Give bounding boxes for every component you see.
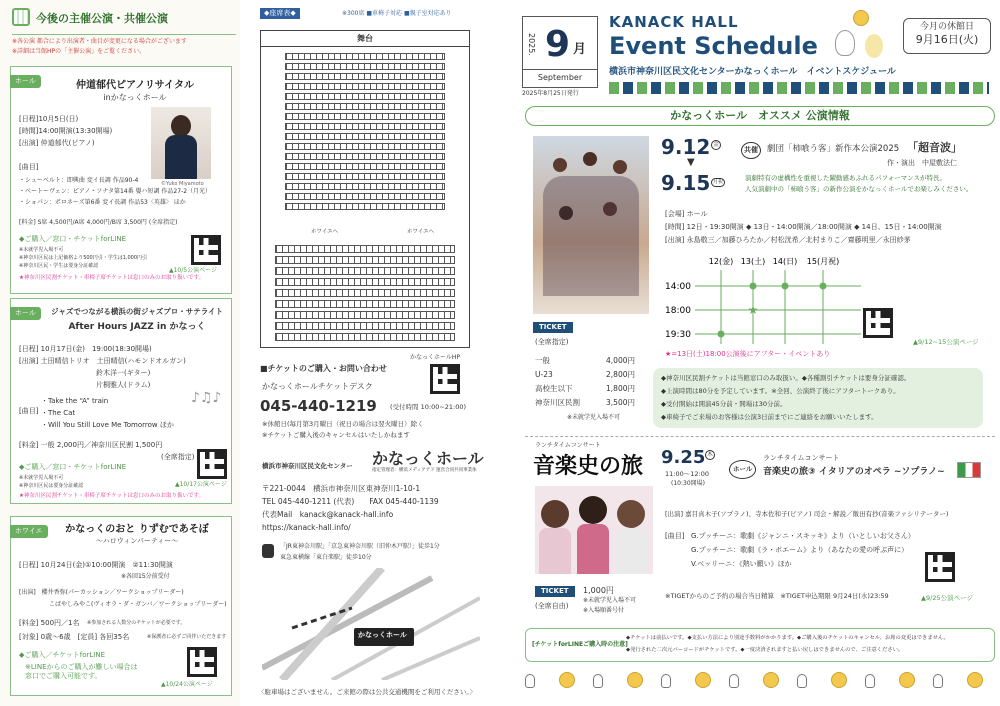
performance-dot <box>718 331 725 338</box>
note-line: ※各公演 都合により出演者・曲目が変更になる場合がございます <box>12 38 187 45</box>
event2-title: 音楽史の旅③ イタリアのオペラ ~ソプラノ~ <box>763 467 945 477</box>
price-value: 1,800円 <box>606 384 635 393</box>
performance-dot <box>820 283 827 290</box>
performer-line: 鈴木洋一(ギター) <box>19 369 151 377</box>
program-item: G.プッチーニ：歌劇《ラ・ボエーム》より（あなたの愛の呼ぶ声に） <box>691 546 909 554</box>
seat-row <box>285 143 445 150</box>
ticket-label: TICKET <box>539 323 567 331</box>
series2-label: ランチタイムコンサート <box>763 454 840 462</box>
schedule-day: 12(金) <box>708 257 734 266</box>
event1-title: 劇団「柿喰う客」新作本公演2025 <box>767 144 900 154</box>
seat-row <box>285 203 445 210</box>
moon-icon <box>763 672 779 688</box>
ticket-label: TICKET <box>541 587 569 595</box>
ticket-desk: かなっくホールチケットデスク <box>262 382 373 391</box>
event1-desc: 演劇特有の虚構性を重視した躍動感あふれるパフォーマンスが特長。 <box>745 174 946 182</box>
price-row <box>535 356 635 370</box>
phone-hours: (受付時間 10:00~21:00) <box>390 403 467 411</box>
event-date: [日程] 10月17日(金) 19:00(18:30開場) <box>19 345 152 353</box>
schedule-day: 13(土) <box>740 257 766 266</box>
footer-note: ◆チケットは前払いです。◆支払い方法により別途手数料がかかります。◆ご購入後のチケットのキャンセル、お席の変更はできません。 <box>626 635 949 641</box>
closed-label: 今月の休館日 <box>919 22 974 32</box>
tel-fax: TEL 045-440-1211 (代表) FAX 045-440-1139 <box>262 497 439 506</box>
seat-row <box>285 163 445 170</box>
price-note: (全席指定) <box>161 453 195 461</box>
sales-note: ※LINEからのご購入が難しい場合は 窓口でご購入可能です。 <box>25 663 138 681</box>
note-line: ◆車椅子でご来場のお客様は公演3日前までにご連絡をお願いいたします。 <box>661 413 878 421</box>
closed-note: ※休館日(毎月第3月曜日（祝日の場合は翌火曜日）除く <box>262 420 424 428</box>
target-note: ※保護者に必ずご同伴いただきます <box>147 634 227 640</box>
price-label: 高校生以下 <box>535 384 573 393</box>
rabbit-icon <box>729 674 739 688</box>
price-note: ※参加される人数分のチケットが必要です。 <box>87 620 186 626</box>
website-url[interactable]: https://kanack-hall.info/ <box>262 523 351 532</box>
seat-row <box>285 63 445 70</box>
price: [料金] 一般 2,000円／神奈川区民割 1,500円 <box>19 441 163 449</box>
map-hall-label: かなっくホール <box>358 631 407 639</box>
sales-info: ◆ご購入／窓口・チケットforLINE <box>19 463 127 471</box>
parking-note: 〈駐車場はございません。ご来館の際は公共交通機関をご利用ください。〉 <box>258 688 477 696</box>
qr-code[interactable] <box>863 308 893 338</box>
stage: 舞台 <box>261 31 469 47</box>
seat-row <box>285 183 445 190</box>
notes-box <box>653 368 983 428</box>
month-box <box>522 16 598 88</box>
seat-row <box>285 53 445 60</box>
seat-row <box>285 73 445 80</box>
brand: KANACK HALL <box>609 13 739 31</box>
program-item: V.ベッリーニ：《熱い願い》ほか <box>691 560 792 568</box>
after-event-note: ★=13日(土)18:00公演後にアフター・イベントあり <box>665 350 831 358</box>
checker-band <box>609 82 989 94</box>
qr-code[interactable] <box>191 235 221 265</box>
footer-box <box>525 628 995 662</box>
price-label: U-23 <box>535 370 553 379</box>
ticket-icon <box>533 322 573 333</box>
event1-credits: 作・演出 中屋敷法仁 <box>887 159 957 167</box>
event-page-link[interactable]: ▲10/5公演ページ <box>169 267 217 274</box>
seat-row <box>285 193 445 200</box>
venue-tag: ホール <box>10 307 41 320</box>
ticket-header: ■チケットのご購入・お問い合わせ <box>260 364 387 373</box>
price-note: ※未就学児入場不可 <box>567 414 621 421</box>
seat-row <box>285 123 445 130</box>
venue-badge: ホール <box>729 460 756 479</box>
seat-row <box>275 278 455 286</box>
performance-dot <box>782 283 789 290</box>
date-start: 9.12 <box>661 135 711 159</box>
note-line: ※神奈川区民は要身分証確認 <box>19 483 84 489</box>
foyer-label: ホワイエへ <box>311 229 339 235</box>
price-label: 一般 <box>535 356 550 365</box>
note-line: ※詳細は当館HPの「主催公演」をご覧ください。 <box>12 48 146 55</box>
month-unit: 月 <box>573 42 587 57</box>
phone-number[interactable]: 045-440-1219 <box>260 397 377 415</box>
program-item: ・シューベルト：即興曲 変イ長調 作品90-4 <box>19 177 139 184</box>
sales-info: ◆ご購入／チケットforLINE <box>19 651 106 659</box>
seat-legend: ※300席 ■車椅子対応 ■親子室対応あり <box>342 10 452 17</box>
series-logo: 音楽史の旅 <box>533 454 644 479</box>
schedule-title: Event Schedule <box>609 32 818 60</box>
event1-time: [時間] 12日・19:30開演 ◆ 13日・14:00開演／18:00開演 ◆ 14日、15日・14:00開演 <box>665 223 942 231</box>
seat-row <box>275 322 455 330</box>
target: [対象] 0歳～6歳 [定員] 各回35名 <box>19 633 130 641</box>
performer-photo <box>151 107 211 179</box>
seat-row <box>275 311 455 319</box>
performer-line: [出演] 土田晴信トリオ 土田晴信(ハモンドオルガン) <box>19 357 186 365</box>
price-row <box>535 370 635 384</box>
qr-code[interactable] <box>187 647 217 677</box>
note-line: ◆神奈川区民割チケットは当館窓口のみ取扱い。◆各種割引チケットは要身分証確認。 <box>661 374 911 382</box>
price-row <box>535 398 635 412</box>
schedule-time: 14:00 <box>665 282 691 292</box>
seat-row <box>285 103 445 110</box>
program-item: G.プッチーニ：歌劇《ジャンニ・スキッキ》より（いとしいお父さん） <box>691 532 915 540</box>
price-list <box>535 356 635 412</box>
note-line: ◆上演時間は80分を予定しています。※全回、公演終了後にアフタートークあり。 <box>661 387 900 395</box>
qr-code[interactable] <box>197 449 227 479</box>
venue-tag: ホール <box>10 75 41 88</box>
performance-schedule-grid <box>665 252 865 352</box>
recommend-title: かなっくホール オススメ 公演情報 <box>670 109 850 122</box>
program-item: ・Will You Still Love Me Tomorrow ほか <box>41 421 174 429</box>
month-number: 9 <box>545 24 571 65</box>
cancel-note: ※チケットご購入後のキャンセルはいたしかねます <box>262 431 410 439</box>
note-line: ※未就学児入場不可 <box>19 475 64 481</box>
music-notes-icon: ♪♫♪ <box>191 390 222 406</box>
seat-row <box>285 173 445 180</box>
cohost-badge: 共催 <box>741 142 761 159</box>
event-performer: [出演] 仲道郁代(ピアノ) <box>19 139 95 147</box>
rabbit-icon <box>525 674 535 688</box>
year: 2025. <box>526 33 536 56</box>
schedule-day: 15(月祝) <box>806 257 840 266</box>
event2-price: 1,000円 <box>583 586 614 595</box>
event2-cast: [出演] 嘉目真木子(ソプラノ)、寺本佐和子(ピアノ) 司会・解説／飯田有抄(音楽ファシリテーター) <box>665 510 949 518</box>
price-label: 神奈川区民割 <box>535 398 580 407</box>
event1-desc: 人気演劇中の「柿喰う客」の新作公演をかなっくホールでお楽しみください。 <box>745 185 973 193</box>
seat-row <box>275 245 455 253</box>
email[interactable]: 代表Mail kanack@kanack-hall.info <box>262 510 394 519</box>
address: 〒221-0044 横浜市神奈川区東神奈川1-10-1 <box>262 484 421 493</box>
event2-open: (10:30開場) <box>671 480 705 487</box>
schedule-time: 18:00 <box>665 306 691 316</box>
month-english: September <box>537 73 583 82</box>
program-label: [曲目] <box>665 532 685 540</box>
logo-sub: 指定管理者：横浜メディアアド 運営合同共同事業体 <box>372 468 477 473</box>
event-card-piano <box>10 66 232 294</box>
event-page-link[interactable]: ▲10/17公演ページ <box>175 481 227 488</box>
seat-row <box>275 300 455 308</box>
left-panel <box>0 0 240 706</box>
schedule-day: 14(日) <box>772 257 798 266</box>
seat-map <box>260 30 470 348</box>
date-end: 9.15 <box>661 171 711 195</box>
footer-label: [チケットforLINEご購入時の注意] <box>532 641 628 648</box>
access-line: 「JR東神奈川駅」「京急東神奈川駅（旧仲木戸駅）」徒歩1分 <box>280 543 440 550</box>
warning: ★神奈川区民割チケット・車椅子席チケットは窓口のみのお取り扱いです。 <box>19 275 205 281</box>
event-card-jazz <box>10 298 232 504</box>
closed-day-box <box>903 18 991 54</box>
note-line: ◆受付開始は開演45分前・開場は30分前。 <box>661 400 787 408</box>
qr-code[interactable] <box>925 552 955 582</box>
ticket-icon <box>535 586 575 597</box>
event1-poster <box>533 136 649 314</box>
event-title: 仲道郁代ピアノリサイタル <box>76 80 194 91</box>
seat-row <box>285 83 445 90</box>
recommend-banner <box>525 106 995 126</box>
foyer-label: ホワイエへ <box>407 229 435 235</box>
program-item: ・ショパン：ポロネーズ第6番 変イ長調 作品53〈英雄〉 ほか <box>19 199 186 206</box>
closed-date: 9月16日(火) <box>915 33 979 47</box>
program-item: ・Take the “A” train <box>41 397 109 405</box>
hall-logo: かなっくホール <box>372 449 484 468</box>
note-line: ※未就学児入場不可 <box>583 597 637 604</box>
hp-qr-code[interactable] <box>430 364 460 394</box>
tiget-note: ※TIGETからのご予約の場合当日精算 ※TIGET申込期限 9月24日(水)23:59 <box>665 592 889 600</box>
header-subtitle: 横浜市神奈川区民文化センターかなっくホール イベントスケジュール <box>609 67 896 77</box>
moon-icon <box>627 672 643 688</box>
seat-header: ◆座席表◆ <box>260 8 300 19</box>
event-title: かなっくのおと りずむであそぼ <box>65 524 209 535</box>
warning: ★神奈川区民割チケット・車椅子席チケットは窓口のみのお取り扱いです。 <box>19 493 205 499</box>
date-note: ※各回15分前受付 <box>121 573 170 580</box>
moon-icon <box>899 672 915 688</box>
moon-icon <box>695 672 711 688</box>
event2-dow: 木 <box>705 450 715 460</box>
seat-row <box>285 153 445 160</box>
seat-row <box>275 289 455 297</box>
event-date: [日程] 10月24日(金)①10:00開演 ②11:30開演 <box>19 561 173 569</box>
hp-label: かなっくホールHP <box>410 354 461 361</box>
event2-photos <box>535 486 653 574</box>
dow-start: 金 <box>711 140 721 150</box>
italian-flag-icon <box>957 462 981 478</box>
price: [料金] 500円／1名 <box>19 619 80 627</box>
event-subtitle: inかなっくホール <box>103 93 167 102</box>
moon-icon <box>559 672 575 688</box>
moon-icon <box>831 672 847 688</box>
performer-line: 片桐雅人(ドラム) <box>19 381 151 389</box>
event2-time: 11:00～12:00 <box>665 470 709 478</box>
price-value: 2,800円 <box>606 370 635 379</box>
seat-row <box>275 333 455 341</box>
program-label: [曲目] <box>19 163 39 171</box>
performer-line: [出演] 櫻井香弥(パーカッション／ワークショップリーダー) <box>19 589 184 596</box>
program-label: [曲目] <box>19 407 39 415</box>
org-name: 横浜市神奈川区民文化センター <box>262 462 353 470</box>
footer-note: ◆発行された二次元バーコードがチケットです。◆一度決済されますと払い戻しはできませんので、ご注意ください。 <box>626 647 904 653</box>
seating: (全席指定) <box>535 338 569 346</box>
note-line: ※入場順番号付 <box>583 607 625 614</box>
rabbit-icon <box>661 674 671 688</box>
event-title: ジャズでつながる横浜の街ジャズプロ・サテライト <box>51 307 223 316</box>
rabbit-icon <box>865 674 875 688</box>
note-line: ※未就学児入場不可 <box>19 247 64 253</box>
event-time: [時間]14:00開演(13:30開場) <box>19 127 113 135</box>
price-value: 4,000円 <box>606 356 635 365</box>
event1-title-bold: 「超音波」 <box>907 141 962 154</box>
rabbit-icon <box>593 674 603 688</box>
train-icon <box>262 544 274 558</box>
program-item: ・The Cat <box>41 409 76 417</box>
event-page-link[interactable]: ▲10/24公演ページ <box>161 681 213 688</box>
price: [料金] S席 4,500円/A席 4,000円/B席 3,500円 (全席指定) <box>19 219 178 226</box>
right-panel <box>505 0 1000 706</box>
header-illustration <box>825 6 895 62</box>
event-subtitle: ～ハロウィンパーティー～ <box>95 537 179 545</box>
schedule-time: 19:30 <box>665 330 691 340</box>
sales-info: ◆ご購入／窓口・チケットforLINE <box>19 235 127 243</box>
performer-line: こばやしみやこ(ヴィオラ・ダ・ガンバ／ワークショップリーダー) <box>19 601 227 608</box>
moon-icon <box>967 672 983 688</box>
calendar-icon <box>12 8 30 26</box>
issue-date: 2025年8月25日発行 <box>522 90 579 97</box>
seat-row <box>285 133 445 140</box>
event-date: [日程]10月5日(日) <box>19 115 79 123</box>
event-page-link[interactable]: ▲9/12~15公演ページ <box>913 338 979 346</box>
event-subtitle: After Hours JAZZ in かなっく <box>68 322 206 332</box>
price-value: 3,500円 <box>606 398 635 407</box>
event-card-rhythm <box>10 516 232 696</box>
program-item: ・ベートーヴェン：ピアノ・ソナタ第14番 嬰ハ短調 作品27-2（月光） <box>19 188 212 195</box>
section-header: 今後の主催公演・共催公演 <box>36 12 168 25</box>
event-page-link[interactable]: ▲9/25公演ページ <box>921 594 973 602</box>
access-map <box>262 568 480 680</box>
dow-end: 月祝 <box>713 179 724 185</box>
seat-row <box>285 113 445 120</box>
seat-row <box>285 93 445 100</box>
access-line: 東急東横線「東白楽駅」徒歩10分 <box>280 554 372 561</box>
venue-tag: ホワイエ <box>10 525 48 538</box>
moon-rabbit-border <box>525 668 995 692</box>
performance-star: ★ <box>747 303 759 317</box>
event1-venue: [会場] ホール <box>665 210 708 218</box>
note-line: ※神奈川区民・学生は要身分証確認 <box>19 263 99 269</box>
event2-date: 9.25 <box>661 447 706 468</box>
rabbit-icon <box>933 674 943 688</box>
price-row <box>535 384 635 398</box>
seat-row <box>275 267 455 275</box>
seating: (全席自由) <box>535 602 569 610</box>
rabbit-icon <box>797 674 807 688</box>
photo-credit: ©Yuko Miyamoto <box>161 181 204 187</box>
series-label: ランチタイムコンサート <box>535 442 601 449</box>
performance-dot <box>750 283 757 290</box>
note-line: ※神奈川区民は上記価格より500円引・学生は1,000円引 <box>19 255 148 261</box>
event1-cast: [出演] 永島敬三／加藤ひろたか／村松洸希／北村まりこ／齋藤明里／永田紗茅 <box>665 236 911 244</box>
seat-row <box>275 256 455 264</box>
date-arrow: ▼ <box>687 157 695 168</box>
